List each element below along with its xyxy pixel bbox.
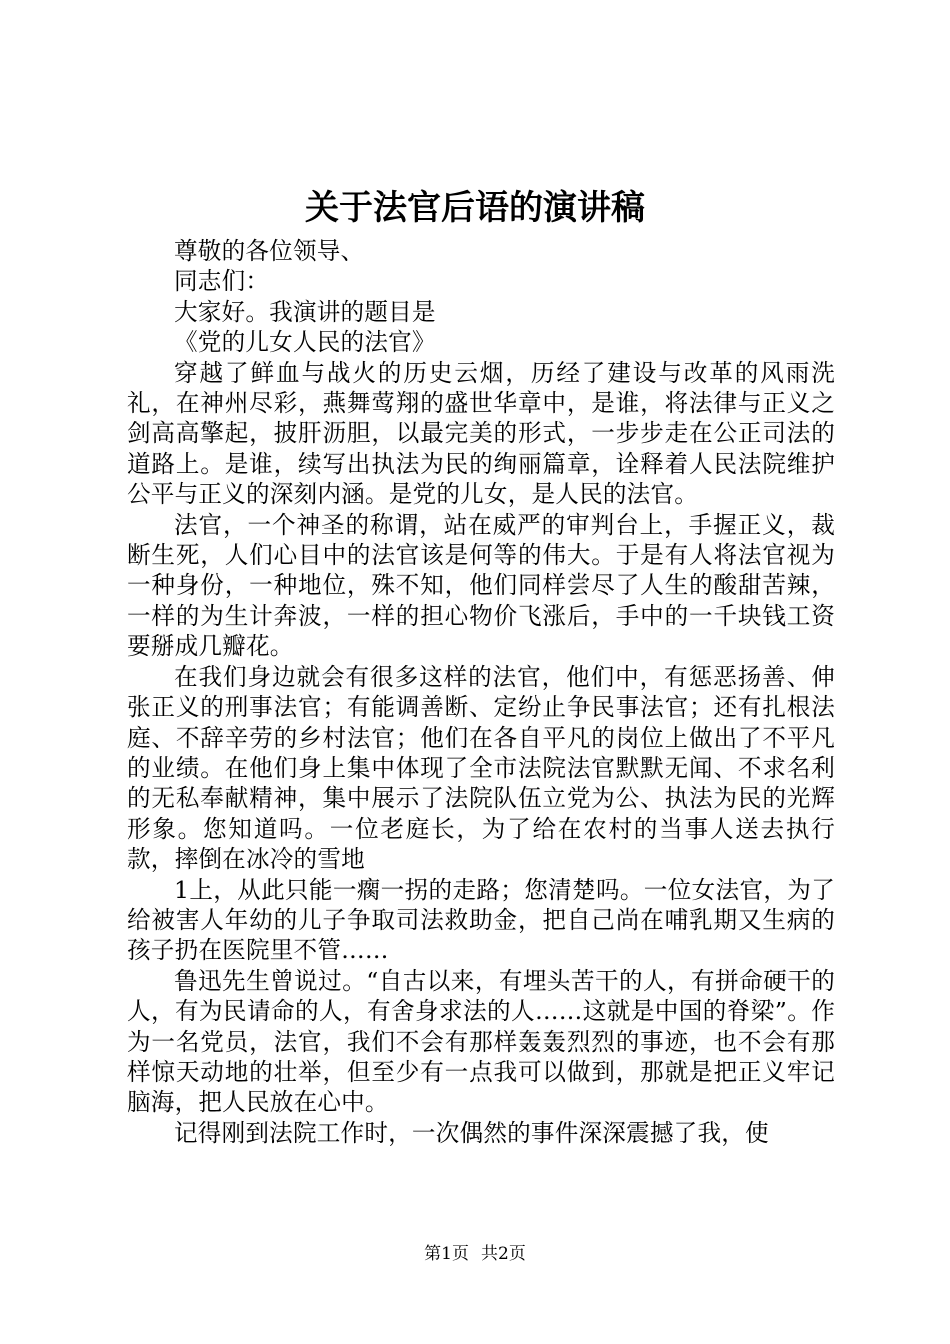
- paragraph-salutation-2: 同志们：: [174, 267, 270, 296]
- document-body: [127, 236, 835, 1148]
- page-footer: [0, 1242, 950, 1266]
- paragraph-body: 鲁迅先生曾说过。“自古以来，有埋头苦干的人，有拼命硬干的人，有为民请命的人，有舍身求法的人……这就是中国的脊梁”。作为一名党员，法官，我们不会有那样轰轰烈烈的事迹，也不会有那样惊天动地的壮举，但至少有一点我可以做到，那就是把正义牢记脑海，把人民放在心中。: [127, 966, 835, 1117]
- paragraph-body: 穿越了鲜血与战火的历史云烟，历经了建设与改革的风雨洗礼，在神州尽彩，燕舞莺翔的盛世华章中，是谁，将法律与正义之剑高高擎起，披肝沥胆，以最完美的形式，一步步走在公正司法的道路上。是谁，续写出执法为民的绚丽篇章，诠释着人民法院维护公平与正义的深刻内涵。是党的儿女，是人民的法官。: [127, 358, 835, 509]
- paragraph-body: 1上，从此只能一瘸一拐的走路；您清楚吗。一位女法官，为了给被害人年幼的儿子争取司法救助金，把自己尚在哺乳期又生病的孩子扔在医院里不管……: [127, 875, 835, 965]
- document-title: 关于法官后语的演讲稿: [305, 188, 645, 228]
- paragraph-greeting: 大家好。我演讲的题目是: [174, 297, 436, 326]
- paragraph-body: 法官，一个神圣的称谓，站在威严的审判台上，手握正义，裁断生死，人们心目中的法官该是何等的伟大。于是有人将法官视为一种身份，一种地位，殊不知，他们同样尝尽了人生的酸甜苦辣，一样的为生计奔波，一样的担心物价飞涨后，手中的一千块钱工资要掰成几瓣花。: [127, 510, 835, 661]
- paragraph-speech-topic: 《党的儿女人民的法官》: [174, 328, 436, 357]
- paragraph-salutation-1: 尊敬的各位领导、: [174, 237, 365, 265]
- page-total: 共2页: [481, 1244, 526, 1264]
- page-number: 第1页: [424, 1244, 469, 1264]
- paragraph-body: 在我们身边就会有很多这样的法官，他们中，有惩恶扬善、伸张正义的刑事法官；有能调善断、定纷止争民事法官；还有扎根法庭、不辞辛劳的乡村法官；他们在各自平凡的岗位上做出了不平凡的业绩。在他们身上集中体现了全市法院法官默默无闻、不求名利的无私奉献精神，集中展示了法院队伍立党为公、执法为民的光辉形象。您知道吗。一位老庭长，为了给在农村的当事人送去执行款，摔倒在冰冷的雪地: [127, 662, 835, 874]
- paragraph-body: 记得刚到法院工作时，一次偶然的事件深深震撼了我，使: [174, 1118, 769, 1147]
